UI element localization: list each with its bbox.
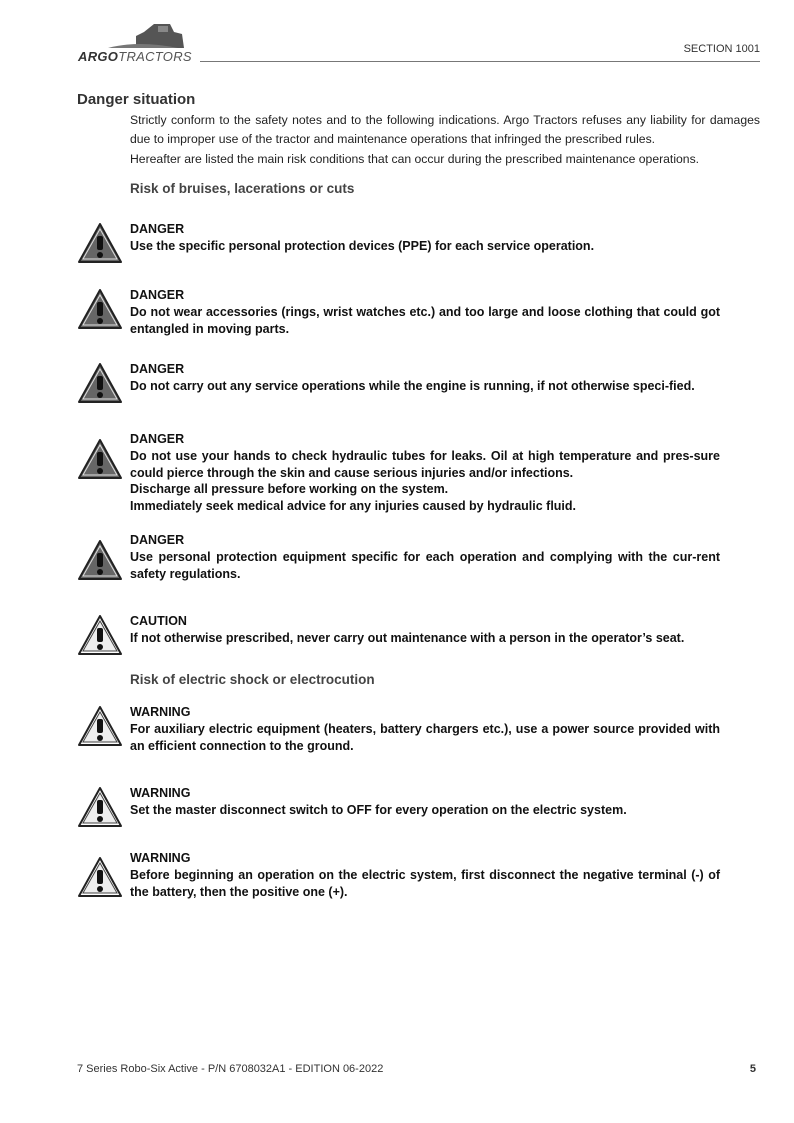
warning-triangle-outline-icon (77, 856, 123, 898)
note-label: WARNING (130, 786, 191, 800)
note-label: DANGER (130, 362, 185, 376)
note-text: Set the master disconnect switch to OFF for every operation on the electric system. (130, 803, 627, 817)
warning-triangle-icon (77, 288, 123, 330)
note-text: Use the specific personal protection devices (PPE) for each service operation. (130, 239, 595, 253)
warning-triangle-icon (77, 362, 123, 404)
footer-document-info: 7 Series Robo-Six Active - P/N 6708032A1 - EDITION 06-2022 (77, 1063, 384, 1075)
note-text (130, 448, 720, 514)
note-text: Before beginning an operation on the electric system, first disconnect the negative terminal (-) of the battery, then the positive one (+). (130, 868, 720, 899)
tractor-icon (78, 22, 198, 50)
note-label: DANGER (130, 288, 185, 302)
note-text: If not otherwise prescribed, never carry out maintenance with a person in the operator’s seat. (130, 631, 685, 645)
note-label: WARNING (130, 705, 191, 719)
page-number: 5 (749, 1063, 756, 1075)
page-title: Danger situation (77, 91, 196, 108)
warning-triangle-outline-icon (77, 614, 123, 656)
warning-triangle-icon (77, 539, 123, 581)
note-label: DANGER (130, 222, 185, 236)
note-text: Do not carry out any service operations while the engine is running, if not otherwise speci-fied. (130, 379, 695, 393)
note-label: CAUTION (130, 614, 187, 628)
intro-paragraph: Hereafter are listed the main risk conditions that can occur during the prescribed maintenance operations. (130, 152, 700, 166)
intro-paragraph: Strictly conform to the safety notes and to the following indications. Argo Tractors refuses any liability for damages due to improper use of the tractor and maintenance operations that infringed the prescribed rules. (130, 113, 760, 146)
warning-triangle-outline-icon (77, 786, 123, 828)
warning-triangle-icon (77, 438, 123, 480)
warning-triangle-outline-icon (77, 705, 123, 747)
section-heading-bruises: Risk of bruises, lacerations or cuts (130, 181, 355, 196)
section-heading-electric: Risk of electric shock or electrocution (130, 672, 375, 687)
section-label: SECTION 1001 (683, 43, 760, 55)
argo-tractors-logo (78, 22, 198, 66)
note-label: WARNING (130, 851, 191, 865)
note-text-line: Immediately seek medical advice for any injuries caused by hydraulic fluid. (130, 498, 577, 513)
note-text-line: Do not use your hands to check hydraulic tubes for leaks. Oil at high temperature and pres-sure could pierce through the skin and cause serious injuries and/or infections. (130, 449, 720, 480)
note-text: Do not wear accessories (rings, wrist watches etc.) and too large and loose clothing that could got entangled in moving parts. (130, 305, 720, 336)
intro-text (130, 111, 760, 169)
note-text: For auxiliary electric equipment (heaters, battery chargers etc.), use a power source provided with an efficient connection to the ground. (130, 722, 720, 753)
header-divider (200, 61, 760, 62)
warning-triangle-icon (77, 222, 123, 264)
note-label: DANGER (130, 432, 185, 446)
note-text: Use personal protection equipment specific for each operation and complying with the cur-rent safety regulations. (130, 550, 720, 581)
logo-wordmark: ARGOTRACTORS (78, 49, 192, 64)
note-text-line: Discharge all pressure before working on the system. (130, 482, 449, 496)
note-label: DANGER (130, 533, 185, 547)
